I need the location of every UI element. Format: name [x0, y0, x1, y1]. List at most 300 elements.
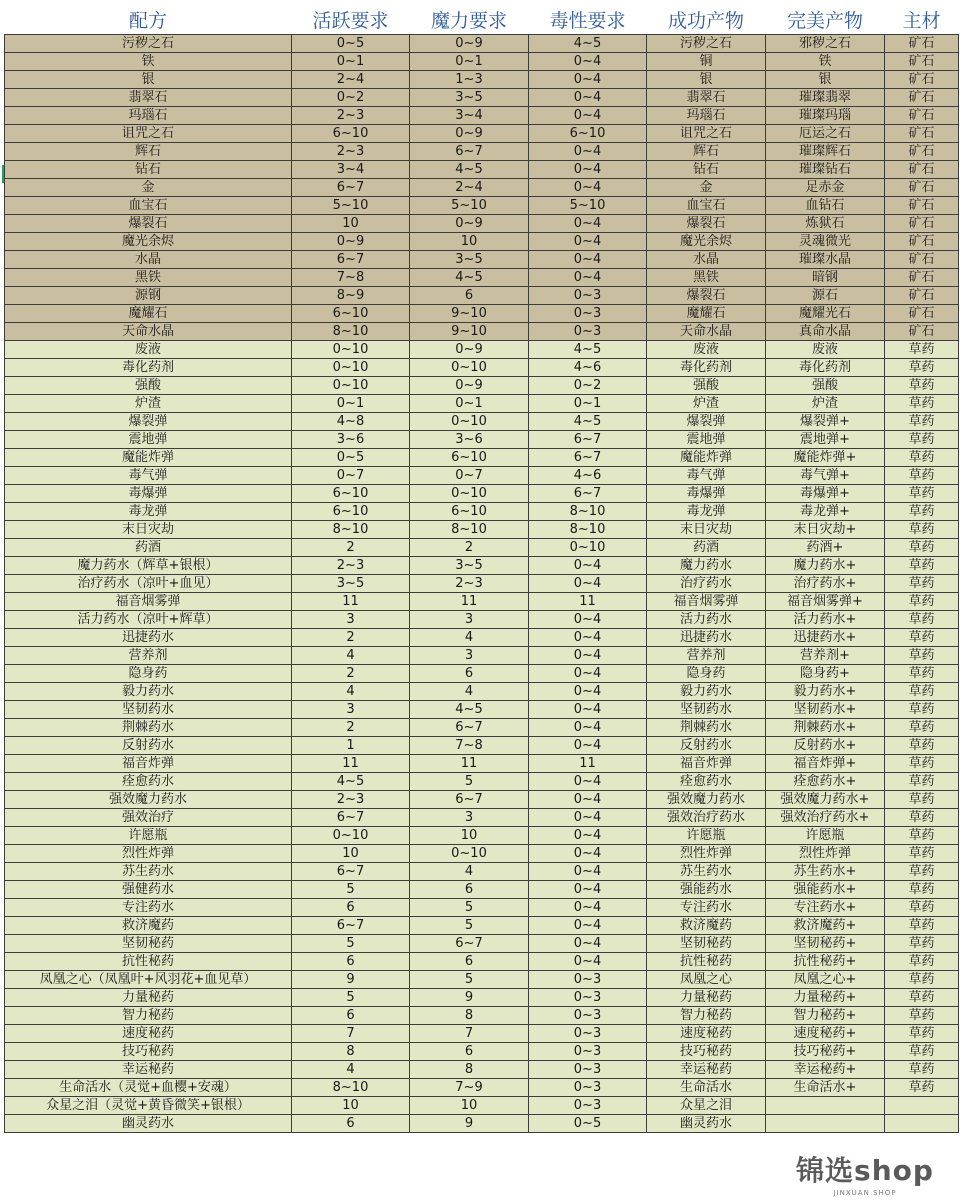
cell-activity-req[interactable]: 4 — [292, 647, 410, 665]
cell-main-material[interactable]: 草药 — [885, 647, 959, 665]
cell-recipe[interactable]: 幽灵药水 — [5, 1115, 292, 1133]
cell-perfect-product[interactable]: 毒爆弹+ — [766, 485, 885, 503]
cell-recipe[interactable]: 毅力药水 — [5, 683, 292, 701]
cell-perfect-product[interactable]: 璀璨翡翠 — [766, 89, 885, 107]
cell-perfect-product[interactable]: 炼狱石 — [766, 215, 885, 233]
cell-activity-req[interactable]: 5~10 — [292, 197, 410, 215]
cell-recipe[interactable]: 辉石 — [5, 143, 292, 161]
cell-recipe[interactable]: 毒龙弹 — [5, 503, 292, 521]
cell-activity-req[interactable]: 10 — [292, 215, 410, 233]
cell-magic-req[interactable]: 6~7 — [410, 935, 529, 953]
cell-toxicity-req[interactable]: 4~5 — [529, 341, 647, 359]
cell-toxicity-req[interactable]: 0~3 — [529, 1025, 647, 1043]
cell-activity-req[interactable]: 2 — [292, 539, 410, 557]
cell-toxicity-req[interactable]: 0~4 — [529, 143, 647, 161]
cell-toxicity-req[interactable]: 0~3 — [529, 287, 647, 305]
cell-recipe[interactable]: 生命活水（灵觉+血樱+安魂） — [5, 1079, 292, 1097]
cell-success-product[interactable]: 坚韧秘药 — [647, 935, 766, 953]
cell-main-material[interactable]: 草药 — [885, 755, 959, 773]
cell-magic-req[interactable]: 0~9 — [410, 341, 529, 359]
cell-success-product[interactable]: 毒化药剂 — [647, 359, 766, 377]
cell-perfect-product[interactable]: 魔能炸弹+ — [766, 449, 885, 467]
cell-success-product[interactable]: 痊愈药水 — [647, 773, 766, 791]
cell-perfect-product[interactable]: 璀璨水晶 — [766, 251, 885, 269]
cell-main-material[interactable]: 草药 — [885, 971, 959, 989]
cell-recipe[interactable]: 废液 — [5, 341, 292, 359]
cell-recipe[interactable]: 福音烟雾弹 — [5, 593, 292, 611]
header-toxicity-req[interactable]: 毒性要求 — [529, 4, 647, 35]
cell-main-material[interactable]: 草药 — [885, 1079, 959, 1097]
cell-magic-req[interactable]: 6~7 — [410, 143, 529, 161]
cell-perfect-product[interactable]: 毅力药水+ — [766, 683, 885, 701]
cell-recipe[interactable]: 震地弹 — [5, 431, 292, 449]
cell-perfect-product[interactable]: 铁 — [766, 53, 885, 71]
cell-activity-req[interactable]: 0~5 — [292, 35, 410, 53]
cell-recipe[interactable]: 福音炸弹 — [5, 755, 292, 773]
cell-recipe[interactable]: 源钢 — [5, 287, 292, 305]
cell-magic-req[interactable]: 0~10 — [410, 845, 529, 863]
cell-magic-req[interactable]: 0~10 — [410, 413, 529, 431]
cell-success-product[interactable]: 烈性炸弹 — [647, 845, 766, 863]
cell-main-material[interactable]: 矿石 — [885, 179, 959, 197]
cell-toxicity-req[interactable]: 0~3 — [529, 971, 647, 989]
cell-toxicity-req[interactable]: 0~4 — [529, 773, 647, 791]
cell-recipe[interactable]: 魔能炸弹 — [5, 449, 292, 467]
header-perfect-product[interactable]: 完美产物 — [766, 4, 885, 35]
cell-recipe[interactable]: 坚韧药水 — [5, 701, 292, 719]
cell-perfect-product[interactable]: 暗钢 — [766, 269, 885, 287]
cell-activity-req[interactable]: 2~3 — [292, 791, 410, 809]
cell-recipe[interactable]: 铁 — [5, 53, 292, 71]
cell-magic-req[interactable]: 3~5 — [410, 89, 529, 107]
cell-activity-req[interactable]: 10 — [292, 1097, 410, 1115]
cell-perfect-product[interactable]: 爆裂弹+ — [766, 413, 885, 431]
cell-success-product[interactable]: 强酸 — [647, 377, 766, 395]
cell-toxicity-req[interactable]: 0~4 — [529, 215, 647, 233]
cell-success-product[interactable]: 爆裂弹 — [647, 413, 766, 431]
cell-recipe[interactable]: 活力药水（凉叶+辉草） — [5, 611, 292, 629]
cell-recipe[interactable]: 专注药水 — [5, 899, 292, 917]
cell-activity-req[interactable]: 2~3 — [292, 143, 410, 161]
cell-perfect-product[interactable]: 强酸 — [766, 377, 885, 395]
cell-magic-req[interactable]: 11 — [410, 755, 529, 773]
cell-activity-req[interactable]: 6~7 — [292, 179, 410, 197]
cell-toxicity-req[interactable]: 0~4 — [529, 611, 647, 629]
cell-main-material[interactable]: 草药 — [885, 575, 959, 593]
cell-success-product[interactable]: 技巧秘药 — [647, 1043, 766, 1061]
cell-toxicity-req[interactable]: 0~4 — [529, 809, 647, 827]
cell-success-product[interactable]: 爆裂石 — [647, 287, 766, 305]
cell-magic-req[interactable]: 3~5 — [410, 251, 529, 269]
cell-recipe[interactable]: 烈性炸弹 — [5, 845, 292, 863]
cell-activity-req[interactable]: 6~7 — [292, 917, 410, 935]
cell-perfect-product[interactable] — [766, 1115, 885, 1133]
cell-recipe[interactable]: 荆棘药水 — [5, 719, 292, 737]
cell-toxicity-req[interactable]: 0~4 — [529, 233, 647, 251]
cell-success-product[interactable]: 力量秘药 — [647, 989, 766, 1007]
cell-recipe[interactable]: 迅捷药水 — [5, 629, 292, 647]
cell-main-material[interactable]: 矿石 — [885, 305, 959, 323]
cell-activity-req[interactable]: 0~10 — [292, 359, 410, 377]
cell-recipe[interactable]: 隐身药 — [5, 665, 292, 683]
cell-magic-req[interactable]: 9~10 — [410, 305, 529, 323]
cell-activity-req[interactable]: 5 — [292, 935, 410, 953]
cell-toxicity-req[interactable]: 0~4 — [529, 179, 647, 197]
cell-recipe[interactable]: 爆裂石 — [5, 215, 292, 233]
cell-magic-req[interactable]: 1~3 — [410, 71, 529, 89]
cell-recipe[interactable]: 众星之泪（灵觉+黄昏微笑+银根） — [5, 1097, 292, 1115]
cell-activity-req[interactable]: 2~3 — [292, 557, 410, 575]
cell-recipe[interactable]: 强酸 — [5, 377, 292, 395]
cell-toxicity-req[interactable]: 0~4 — [529, 71, 647, 89]
cell-perfect-product[interactable]: 足赤金 — [766, 179, 885, 197]
cell-toxicity-req[interactable]: 4~6 — [529, 467, 647, 485]
cell-main-material[interactable]: 矿石 — [885, 89, 959, 107]
cell-main-material[interactable]: 草药 — [885, 989, 959, 1007]
cell-main-material[interactable]: 矿石 — [885, 323, 959, 341]
cell-toxicity-req[interactable]: 0~4 — [529, 161, 647, 179]
cell-perfect-product[interactable]: 幸运秘药+ — [766, 1061, 885, 1079]
cell-perfect-product[interactable]: 震地弹+ — [766, 431, 885, 449]
cell-main-material[interactable]: 草药 — [885, 1025, 959, 1043]
cell-activity-req[interactable]: 6 — [292, 1007, 410, 1025]
cell-toxicity-req[interactable]: 0~4 — [529, 719, 647, 737]
cell-perfect-product[interactable]: 强能药水+ — [766, 881, 885, 899]
cell-toxicity-req[interactable]: 0~3 — [529, 1007, 647, 1025]
cell-recipe[interactable]: 毒爆弹 — [5, 485, 292, 503]
cell-magic-req[interactable]: 4 — [410, 629, 529, 647]
cell-recipe[interactable]: 反射药水 — [5, 737, 292, 755]
cell-activity-req[interactable]: 3 — [292, 611, 410, 629]
cell-activity-req[interactable]: 10 — [292, 845, 410, 863]
cell-recipe[interactable]: 诅咒之石 — [5, 125, 292, 143]
cell-recipe[interactable]: 药酒 — [5, 539, 292, 557]
cell-activity-req[interactable]: 3~4 — [292, 161, 410, 179]
cell-main-material[interactable] — [885, 1115, 959, 1133]
cell-activity-req[interactable]: 6~7 — [292, 809, 410, 827]
cell-magic-req[interactable]: 5 — [410, 773, 529, 791]
cell-recipe[interactable]: 末日灾劫 — [5, 521, 292, 539]
cell-main-material[interactable]: 草药 — [885, 773, 959, 791]
cell-perfect-product[interactable]: 技巧秘药+ — [766, 1043, 885, 1061]
cell-perfect-product[interactable]: 力量秘药+ — [766, 989, 885, 1007]
cell-perfect-product[interactable]: 魔耀光石 — [766, 305, 885, 323]
cell-main-material[interactable]: 草药 — [885, 917, 959, 935]
cell-success-product[interactable]: 魔力药水 — [647, 557, 766, 575]
cell-perfect-product[interactable]: 璀璨玛瑙 — [766, 107, 885, 125]
cell-toxicity-req[interactable]: 0~3 — [529, 989, 647, 1007]
cell-success-product[interactable]: 钻石 — [647, 161, 766, 179]
cell-recipe[interactable]: 智力秘药 — [5, 1007, 292, 1025]
cell-activity-req[interactable]: 8~9 — [292, 287, 410, 305]
cell-perfect-product[interactable]: 福音炸弹+ — [766, 755, 885, 773]
cell-activity-req[interactable]: 2 — [292, 665, 410, 683]
cell-success-product[interactable]: 生命活水 — [647, 1079, 766, 1097]
cell-success-product[interactable]: 毒爆弹 — [647, 485, 766, 503]
cell-perfect-product[interactable]: 智力秘药+ — [766, 1007, 885, 1025]
cell-perfect-product[interactable]: 血钻石 — [766, 197, 885, 215]
cell-activity-req[interactable]: 6 — [292, 1115, 410, 1133]
cell-success-product[interactable]: 炉渣 — [647, 395, 766, 413]
cell-main-material[interactable]: 草药 — [885, 449, 959, 467]
cell-perfect-product[interactable]: 末日灾劫+ — [766, 521, 885, 539]
cell-recipe[interactable]: 血宝石 — [5, 197, 292, 215]
cell-perfect-product[interactable]: 魔力药水+ — [766, 557, 885, 575]
cell-perfect-product[interactable]: 药酒+ — [766, 539, 885, 557]
cell-magic-req[interactable]: 3 — [410, 809, 529, 827]
cell-main-material[interactable]: 矿石 — [885, 251, 959, 269]
cell-toxicity-req[interactable]: 0~4 — [529, 269, 647, 287]
cell-activity-req[interactable]: 0~10 — [292, 341, 410, 359]
cell-activity-req[interactable]: 0~2 — [292, 89, 410, 107]
cell-activity-req[interactable]: 11 — [292, 593, 410, 611]
cell-magic-req[interactable]: 10 — [410, 827, 529, 845]
cell-perfect-product[interactable]: 活力药水+ — [766, 611, 885, 629]
cell-success-product[interactable]: 辉石 — [647, 143, 766, 161]
cell-activity-req[interactable]: 7~8 — [292, 269, 410, 287]
cell-activity-req[interactable]: 6~10 — [292, 503, 410, 521]
cell-recipe[interactable]: 痊愈药水 — [5, 773, 292, 791]
cell-success-product[interactable]: 金 — [647, 179, 766, 197]
cell-recipe[interactable]: 营养剂 — [5, 647, 292, 665]
cell-activity-req[interactable]: 0~1 — [292, 53, 410, 71]
cell-success-product[interactable]: 苏生药水 — [647, 863, 766, 881]
cell-activity-req[interactable]: 11 — [292, 755, 410, 773]
cell-magic-req[interactable]: 9~10 — [410, 323, 529, 341]
cell-toxicity-req[interactable]: 0~3 — [529, 1061, 647, 1079]
cell-activity-req[interactable]: 0~7 — [292, 467, 410, 485]
cell-main-material[interactable]: 矿石 — [885, 215, 959, 233]
cell-success-product[interactable]: 反射药水 — [647, 737, 766, 755]
cell-success-product[interactable]: 营养剂 — [647, 647, 766, 665]
cell-main-material[interactable]: 草药 — [885, 683, 959, 701]
cell-perfect-product[interactable]: 坚韧药水+ — [766, 701, 885, 719]
cell-magic-req[interactable]: 0~9 — [410, 215, 529, 233]
cell-perfect-product[interactable]: 璀璨辉石 — [766, 143, 885, 161]
cell-recipe[interactable]: 救济魔药 — [5, 917, 292, 935]
cell-perfect-product[interactable]: 废液 — [766, 341, 885, 359]
cell-success-product[interactable]: 毅力药水 — [647, 683, 766, 701]
cell-recipe[interactable]: 许愿瓶 — [5, 827, 292, 845]
cell-magic-req[interactable]: 11 — [410, 593, 529, 611]
cell-perfect-product[interactable]: 毒化药剂 — [766, 359, 885, 377]
cell-main-material[interactable]: 草药 — [885, 791, 959, 809]
cell-toxicity-req[interactable]: 0~4 — [529, 863, 647, 881]
cell-magic-req[interactable]: 6 — [410, 953, 529, 971]
cell-success-product[interactable]: 凤凰之心 — [647, 971, 766, 989]
cell-success-product[interactable]: 众星之泪 — [647, 1097, 766, 1115]
cell-perfect-product[interactable]: 救济魔药+ — [766, 917, 885, 935]
cell-magic-req[interactable]: 6 — [410, 1043, 529, 1061]
cell-success-product[interactable]: 幽灵药水 — [647, 1115, 766, 1133]
cell-toxicity-req[interactable]: 0~4 — [529, 935, 647, 953]
cell-perfect-product[interactable]: 许愿瓶 — [766, 827, 885, 845]
cell-perfect-product[interactable]: 炉渣 — [766, 395, 885, 413]
cell-perfect-product[interactable]: 痊愈药水+ — [766, 773, 885, 791]
cell-success-product[interactable]: 活力药水 — [647, 611, 766, 629]
cell-toxicity-req[interactable]: 0~4 — [529, 557, 647, 575]
cell-perfect-product[interactable]: 迅捷药水+ — [766, 629, 885, 647]
cell-success-product[interactable]: 迅捷药水 — [647, 629, 766, 647]
cell-toxicity-req[interactable]: 8~10 — [529, 503, 647, 521]
cell-magic-req[interactable]: 2 — [410, 539, 529, 557]
cell-toxicity-req[interactable]: 8~10 — [529, 521, 647, 539]
cell-magic-req[interactable]: 3~4 — [410, 107, 529, 125]
cell-recipe[interactable]: 毒气弹 — [5, 467, 292, 485]
cell-activity-req[interactable]: 6~10 — [292, 125, 410, 143]
cell-main-material[interactable]: 草药 — [885, 629, 959, 647]
cell-magic-req[interactable]: 6~10 — [410, 503, 529, 521]
cell-magic-req[interactable]: 4~5 — [410, 701, 529, 719]
cell-magic-req[interactable]: 3 — [410, 647, 529, 665]
cell-main-material[interactable]: 草药 — [885, 413, 959, 431]
header-magic-req[interactable]: 魔力要求 — [410, 4, 529, 35]
cell-recipe[interactable]: 水晶 — [5, 251, 292, 269]
cell-perfect-product[interactable]: 荆棘药水+ — [766, 719, 885, 737]
cell-magic-req[interactable]: 5 — [410, 971, 529, 989]
cell-main-material[interactable]: 草药 — [885, 395, 959, 413]
cell-magic-req[interactable]: 0~10 — [410, 359, 529, 377]
cell-magic-req[interactable]: 2~4 — [410, 179, 529, 197]
cell-recipe[interactable]: 毒化药剂 — [5, 359, 292, 377]
cell-main-material[interactable]: 草药 — [885, 719, 959, 737]
cell-magic-req[interactable]: 10 — [410, 233, 529, 251]
cell-magic-req[interactable]: 0~7 — [410, 467, 529, 485]
cell-success-product[interactable]: 水晶 — [647, 251, 766, 269]
cell-success-product[interactable]: 许愿瓶 — [647, 827, 766, 845]
cell-main-material[interactable]: 草药 — [885, 899, 959, 917]
cell-recipe[interactable]: 力量秘药 — [5, 989, 292, 1007]
cell-success-product[interactable]: 玛瑙石 — [647, 107, 766, 125]
cell-main-material[interactable]: 草药 — [885, 539, 959, 557]
cell-toxicity-req[interactable]: 0~4 — [529, 89, 647, 107]
cell-success-product[interactable]: 毒龙弹 — [647, 503, 766, 521]
cell-activity-req[interactable]: 6 — [292, 953, 410, 971]
cell-activity-req[interactable]: 4~5 — [292, 773, 410, 791]
cell-success-product[interactable]: 救济魔药 — [647, 917, 766, 935]
cell-magic-req[interactable]: 6~7 — [410, 791, 529, 809]
cell-magic-req[interactable]: 5 — [410, 899, 529, 917]
cell-perfect-product[interactable]: 毒龙弹+ — [766, 503, 885, 521]
cell-main-material[interactable]: 草药 — [885, 467, 959, 485]
cell-perfect-product[interactable]: 璀璨钻石 — [766, 161, 885, 179]
cell-recipe[interactable]: 强效治疗 — [5, 809, 292, 827]
cell-toxicity-req[interactable]: 0~4 — [529, 107, 647, 125]
cell-magic-req[interactable]: 3 — [410, 611, 529, 629]
cell-main-material[interactable]: 草药 — [885, 827, 959, 845]
cell-main-material[interactable]: 草药 — [885, 377, 959, 395]
cell-recipe[interactable]: 速度秘药 — [5, 1025, 292, 1043]
cell-magic-req[interactable]: 7 — [410, 1025, 529, 1043]
cell-success-product[interactable]: 药酒 — [647, 539, 766, 557]
cell-success-product[interactable]: 智力秘药 — [647, 1007, 766, 1025]
cell-toxicity-req[interactable]: 6~10 — [529, 125, 647, 143]
cell-main-material[interactable]: 草药 — [885, 485, 959, 503]
cell-magic-req[interactable]: 3~6 — [410, 431, 529, 449]
cell-recipe[interactable]: 污秽之石 — [5, 35, 292, 53]
cell-main-material[interactable]: 草药 — [885, 809, 959, 827]
cell-toxicity-req[interactable]: 0~3 — [529, 305, 647, 323]
cell-activity-req[interactable]: 0~1 — [292, 395, 410, 413]
cell-magic-req[interactable]: 6 — [410, 287, 529, 305]
cell-success-product[interactable]: 强效治疗药水 — [647, 809, 766, 827]
cell-perfect-product[interactable]: 抗性秘药+ — [766, 953, 885, 971]
cell-magic-req[interactable]: 4 — [410, 683, 529, 701]
cell-toxicity-req[interactable]: 0~4 — [529, 53, 647, 71]
cell-success-product[interactable]: 强效魔力药水 — [647, 791, 766, 809]
cell-magic-req[interactable]: 4~5 — [410, 269, 529, 287]
cell-activity-req[interactable]: 8~10 — [292, 521, 410, 539]
cell-magic-req[interactable]: 8~10 — [410, 521, 529, 539]
cell-recipe[interactable]: 凤凰之心（凤凰叶+风羽花+血见草） — [5, 971, 292, 989]
header-activity-req[interactable]: 活跃要求 — [292, 4, 410, 35]
cell-main-material[interactable]: 矿石 — [885, 233, 959, 251]
header-recipe[interactable]: 配方 — [5, 4, 292, 35]
cell-activity-req[interactable]: 0~9 — [292, 233, 410, 251]
cell-main-material[interactable]: 草药 — [885, 737, 959, 755]
cell-toxicity-req[interactable]: 6~7 — [529, 431, 647, 449]
cell-recipe[interactable]: 金 — [5, 179, 292, 197]
cell-success-product[interactable]: 末日灾劫 — [647, 521, 766, 539]
cell-success-product[interactable]: 废液 — [647, 341, 766, 359]
cell-success-product[interactable]: 翡翠石 — [647, 89, 766, 107]
cell-activity-req[interactable]: 4~8 — [292, 413, 410, 431]
cell-perfect-product[interactable]: 专注药水+ — [766, 899, 885, 917]
cell-magic-req[interactable]: 0~1 — [410, 395, 529, 413]
cell-success-product[interactable]: 魔能炸弹 — [647, 449, 766, 467]
cell-perfect-product[interactable]: 真命水晶 — [766, 323, 885, 341]
cell-perfect-product[interactable]: 灵魂微光 — [766, 233, 885, 251]
cell-toxicity-req[interactable]: 0~4 — [529, 575, 647, 593]
cell-main-material[interactable]: 草药 — [885, 1043, 959, 1061]
cell-success-product[interactable]: 荆棘药水 — [647, 719, 766, 737]
cell-main-material[interactable]: 草药 — [885, 521, 959, 539]
cell-activity-req[interactable]: 0~10 — [292, 377, 410, 395]
cell-recipe[interactable]: 银 — [5, 71, 292, 89]
cell-success-product[interactable]: 魔耀石 — [647, 305, 766, 323]
cell-main-material[interactable]: 草药 — [885, 845, 959, 863]
cell-toxicity-req[interactable]: 0~4 — [529, 881, 647, 899]
cell-magic-req[interactable]: 6 — [410, 665, 529, 683]
cell-success-product[interactable]: 毒气弹 — [647, 467, 766, 485]
cell-perfect-product[interactable]: 反射药水+ — [766, 737, 885, 755]
cell-activity-req[interactable]: 2~3 — [292, 107, 410, 125]
cell-success-product[interactable]: 爆裂石 — [647, 215, 766, 233]
cell-magic-req[interactable]: 10 — [410, 1097, 529, 1115]
cell-main-material[interactable]: 矿石 — [885, 35, 959, 53]
header-main-material[interactable]: 主材 — [885, 4, 959, 35]
cell-toxicity-req[interactable]: 0~4 — [529, 737, 647, 755]
cell-recipe[interactable]: 强效魔力药水 — [5, 791, 292, 809]
cell-perfect-product[interactable]: 凤凰之心+ — [766, 971, 885, 989]
header-success-product[interactable]: 成功产物 — [647, 4, 766, 35]
cell-activity-req[interactable]: 5 — [292, 989, 410, 1007]
cell-activity-req[interactable]: 2 — [292, 719, 410, 737]
cell-activity-req[interactable]: 6~7 — [292, 863, 410, 881]
cell-magic-req[interactable]: 0~1 — [410, 53, 529, 71]
cell-perfect-product[interactable]: 邪秽之石 — [766, 35, 885, 53]
cell-success-product[interactable]: 天命水晶 — [647, 323, 766, 341]
cell-success-product[interactable]: 专注药水 — [647, 899, 766, 917]
cell-main-material[interactable]: 草药 — [885, 593, 959, 611]
cell-toxicity-req[interactable]: 6~7 — [529, 485, 647, 503]
cell-perfect-product[interactable]: 银 — [766, 71, 885, 89]
cell-magic-req[interactable]: 5~10 — [410, 197, 529, 215]
cell-activity-req[interactable]: 2 — [292, 629, 410, 647]
cell-activity-req[interactable]: 3~5 — [292, 575, 410, 593]
cell-main-material[interactable]: 矿石 — [885, 143, 959, 161]
cell-magic-req[interactable]: 0~9 — [410, 35, 529, 53]
